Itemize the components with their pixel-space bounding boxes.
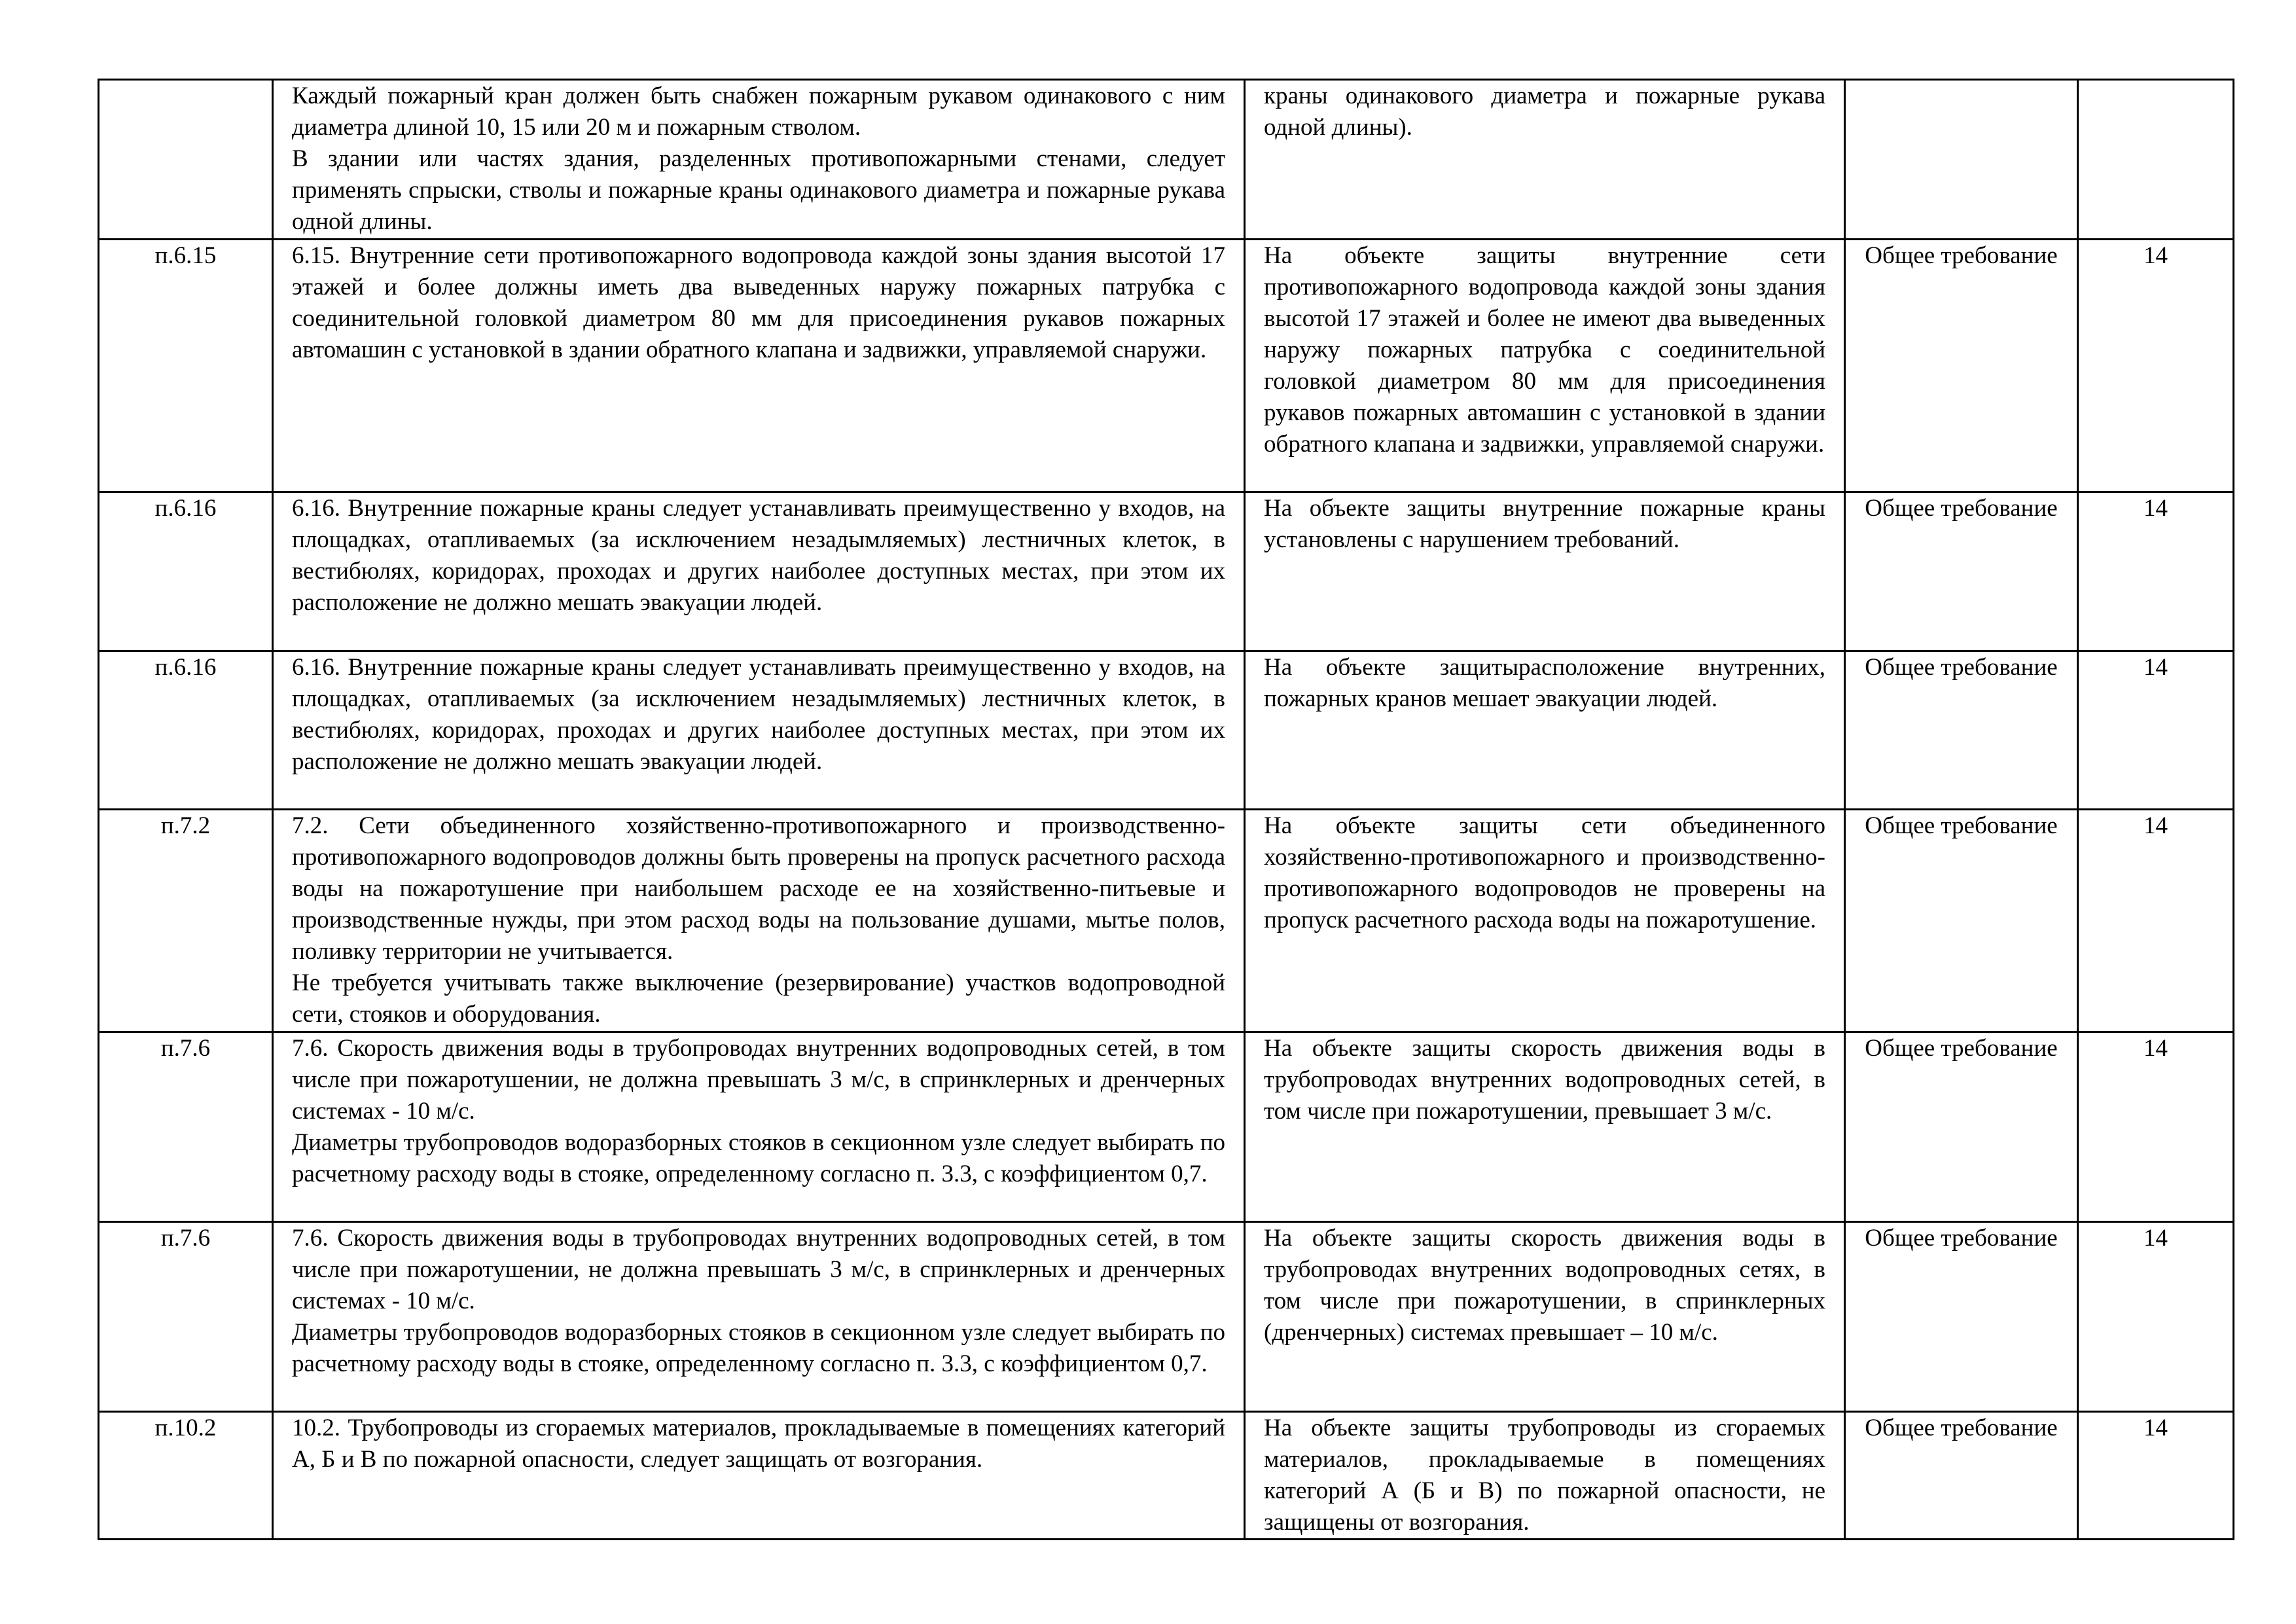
clause-cell: п.7.6 (99, 1222, 273, 1412)
violation-text: На объекте защиты трубопроводы из сгораемых материалов, прокладываемые в помещениях категорий А (Б и В) по пожарной опасности, не защищены от возгорания. (1264, 1415, 1825, 1536)
requirement-paragraph: Диаметры трубопроводов водоразборных стояков в секционном узле следует выбирать по расчетному расходу воды в стояке, определенному согласно п. 3.3, с коэффициентом 0,7. (292, 1319, 1225, 1377)
clause-cell: п.6.16 (99, 651, 273, 810)
requirement-paragraph: 7.6. Скорость движения воды в трубопроводах внутренних водопроводных сетей, в том числе при пожаротушении, не должна превышать 3 м/с, в спринклерных и дренчерных системах - 10 м/с. (292, 1225, 1225, 1314)
requirement-cell (273, 80, 1245, 240)
clause-cell: п.10.2 (99, 1412, 273, 1540)
violation-cell (1245, 651, 1845, 810)
table-row (99, 810, 2234, 1032)
term-cell: 14 (2078, 240, 2234, 492)
requirement-type-cell: Общее требование (1845, 492, 2078, 651)
term-cell: 14 (2078, 651, 2234, 810)
table-row (99, 240, 2234, 492)
violation-text: На объекте защиты внутренние пожарные краны установлены с нарушением требований. (1264, 495, 1825, 553)
requirement-cell (273, 1032, 1245, 1222)
violation-text: На объекте защиты сети объединенного хозяйственно-противопожарного и производственно-противопожарного водопроводов не проверены на пропуск расчетного расхода воды на пожаротушение. (1264, 812, 1825, 933)
requirement-cell (273, 1222, 1245, 1412)
violation-cell (1245, 1412, 1845, 1540)
violation-text: краны одинакового диаметра и пожарные рукава одной длины). (1264, 82, 1825, 141)
requirement-paragraph: В здании или частях здания, разделенных противопожарными стенами, следует применять спрыски, стволы и пожарные краны одинакового диаметра и пожарные рукава одной длины. (292, 145, 1225, 235)
violation-cell (1245, 240, 1845, 492)
violation-text: На объекте защитырасположение внутренних, пожарных кранов мешает эвакуации людей. (1264, 654, 1825, 712)
requirement-paragraph: 6.16. Внутренние пожарные краны следует устанавливать преимущественно у входов, на площадках, отапливаемых (за исключением незадымляемых) лестничных клеток, в вестибюлях, коридорах, проходах и других наиболее доступных местах, при этом их расположение не должно мешать эвакуации людей. (292, 495, 1225, 616)
requirement-type-cell: Общее требование (1845, 240, 2078, 492)
term-cell: 14 (2078, 1412, 2234, 1540)
table-row (99, 651, 2234, 810)
violation-cell (1245, 492, 1845, 651)
term-cell: 14 (2078, 1222, 2234, 1412)
requirement-cell (273, 492, 1245, 651)
clause-cell: п.6.15 (99, 240, 273, 492)
requirement-cell (273, 651, 1245, 810)
requirement-paragraph: 6.15. Внутренние сети противопожарного водопровода каждой зоны здания высотой 17 этажей и более должны иметь два выведенных наружу пожарных патрубка с соединительной головкой диаметром 80 мм для присоединения рукавов пожарных автомашин с установкой в здании обратного клапана и задвижки, управляемой снаружи. (292, 242, 1225, 363)
violation-text: На объекте защиты скорость движения воды в трубопроводах внутренних водопроводных сетей, в том числе при пожаротушении, превышает 3 м/с. (1264, 1035, 1825, 1125)
requirement-type-cell: Общее требование (1845, 1412, 2078, 1540)
requirement-paragraph: 10.2. Трубопроводы из сгораемых материалов, прокладываемые в помещениях категорий А, Б и В по пожарной опасности, следует защищать от возгорания. (292, 1415, 1225, 1473)
requirement-cell (273, 1412, 1245, 1540)
requirement-paragraph: Не требуется учитывать также выключение (резервирование) участков водопроводной сети, стояков и оборудования. (292, 969, 1225, 1028)
violation-text: На объекте защиты скорость движения воды в трубопроводах внутренних водопроводных сетях, в том числе при пожаротушении, в спринклерных (дренчерных) системах превышает – 10 м/с. (1264, 1225, 1825, 1346)
term-cell: 14 (2078, 810, 2234, 1032)
violation-text: На объекте защиты внутренние сети противопожарного водопровода каждой зоны здания высотой 17 этажей и более не имеют два выведенных наружу пожарных патрубка с соединительной головкой диаметром 80 мм для присоединения рукавов пожарных автомашин с установкой в здании обратного клапана и задвижки, управляемой снаружи. (1264, 242, 1825, 458)
term-cell (2078, 80, 2234, 240)
clause-cell: п.7.6 (99, 1032, 273, 1222)
requirement-type-cell: Общее требование (1845, 810, 2078, 1032)
table-row (99, 1412, 2234, 1540)
requirement-paragraph: Диаметры трубопроводов водоразборных стояков в секционном узле следует выбирать по расчетному расходу воды в стояке, определенному согласно п. 3.3, с коэффициентом 0,7. (292, 1129, 1225, 1187)
requirement-cell (273, 810, 1245, 1032)
requirement-type-cell: Общее требование (1845, 1032, 2078, 1222)
requirement-type-cell: Общее требование (1845, 651, 2078, 810)
violation-cell (1245, 1032, 1845, 1222)
clause-cell: п.6.16 (99, 492, 273, 651)
requirement-cell (273, 240, 1245, 492)
term-cell: 14 (2078, 492, 2234, 651)
requirement-type-cell: Общее требование (1845, 1222, 2078, 1412)
violation-cell (1245, 80, 1845, 240)
table-row (99, 1032, 2234, 1222)
violations-table (98, 79, 2234, 1540)
table-row (99, 80, 2234, 240)
requirement-paragraph: 7.6. Скорость движения воды в трубопроводах внутренних водопроводных сетей, в том числе при пожаротушении, не должна превышать 3 м/с, в спринклерных и дренчерных системах - 10 м/с. (292, 1035, 1225, 1125)
violation-cell (1245, 810, 1845, 1032)
requirement-type-cell (1845, 80, 2078, 240)
requirement-paragraph: 7.2. Сети объединенного хозяйственно-противопожарного и производственно-противопожарного водопроводов должны быть проверены на пропуск расчетного расхода воды на пожаротушение при наибольшем расходе ее на хозяйственно-питьевые и производственные нужды, при этом расход воды на пользование душами, мытье полов, поливку территории не учитывается. (292, 812, 1225, 965)
clause-cell: п.7.2 (99, 810, 273, 1032)
violation-cell (1245, 1222, 1845, 1412)
requirement-paragraph: Каждый пожарный кран должен быть снабжен пожарным рукавом одинакового с ним диаметра длиной 10, 15 или 20 м и пожарным стволом. (292, 82, 1225, 141)
requirement-paragraph: 6.16. Внутренние пожарные краны следует устанавливать преимущественно у входов, на площадках, отапливаемых (за исключением незадымляемых) лестничных клеток, в вестибюлях, коридорах, проходах и других наиболее доступных местах, при этом их расположение не должно мешать эвакуации людей. (292, 654, 1225, 775)
table-row (99, 1222, 2234, 1412)
clause-cell (99, 80, 273, 240)
table-row (99, 492, 2234, 651)
term-cell: 14 (2078, 1032, 2234, 1222)
